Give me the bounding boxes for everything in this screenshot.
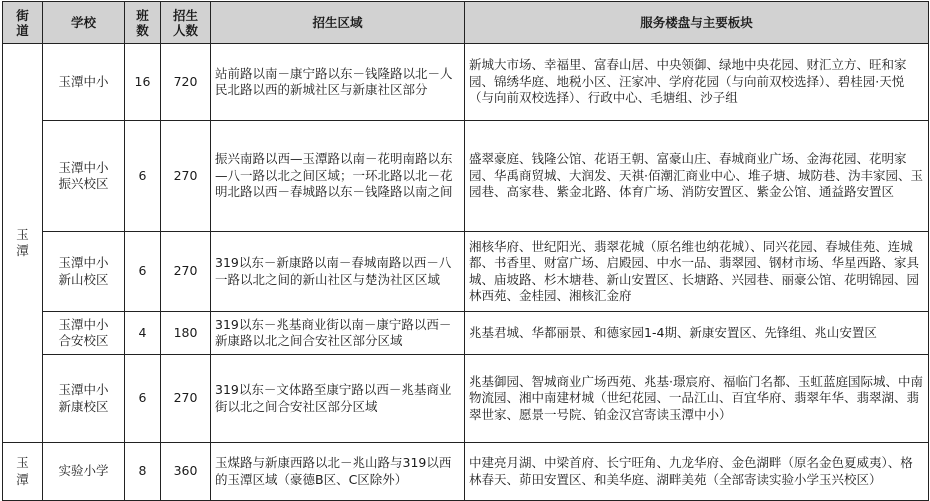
enroll-cell: 180 bbox=[161, 312, 211, 355]
zone-cell: 振兴南路以西—玉潭路以南－花明南路以东—八一路以北之间区域；一环北路以北－花明北路以西－春城路以东－钱隆路以南之间 bbox=[211, 121, 465, 232]
enroll-cell: 270 bbox=[161, 232, 211, 312]
enroll-cell: 270 bbox=[161, 121, 211, 232]
service-cell: 中建亮月湖、中梁首府、长宁旺角、九龙华府、金色湖畔（原名金色夏威夷）、格林春天、茆田安置区、和美华庭、湖畔美苑（全部寄读实验小学玉兴校区） bbox=[465, 443, 929, 501]
header-row bbox=[3, 2, 929, 44]
service-cell: 新城大市场、幸福里、富春山居、中央领御、绿地中央花园、财汇立方、旺和家园、锦绣华庭、地税小区、汪家冲、学府花园（与向前双校选择）、碧桂园·天悦（与向前双校选择）、行政中心、毛塘组、沙子组 bbox=[465, 44, 929, 121]
school-cell: 玉潭中小 bbox=[43, 44, 125, 121]
school-cell: 玉潭中小 合安校区 bbox=[43, 312, 125, 355]
classes-cell: 4 bbox=[125, 312, 161, 355]
classes-cell: 6 bbox=[125, 355, 161, 443]
table-row bbox=[3, 312, 929, 355]
street-cell-yutan: 玉 潭 bbox=[3, 44, 43, 443]
classes-cell: 8 bbox=[125, 443, 161, 501]
zone-cell: 319以东－新康路以南－春城南路以西－八一路以北之间的新山社区与楚沩社区区域 bbox=[211, 232, 465, 312]
header-service: 服务楼盘与主要板块 bbox=[465, 2, 929, 44]
table-row bbox=[3, 232, 929, 312]
classes-cell: 6 bbox=[125, 121, 161, 232]
school-cell: 实验小学 bbox=[43, 443, 125, 501]
street-cell-yutan-2: 玉 潭 bbox=[3, 443, 43, 501]
service-cell: 湘核华府、世纪阳光、翡翠花城（原名维也纳花城）、同兴花园、春城佳苑、连城都、书香里、财富广场、启殿园、中水一品、翡翠园、钢材市场、华星西路、家具城、庙坡路、杉木塘巷、新山安置区、长塘路、兴园巷、丽豪公馆、花明锦园、园林西苑、金桂园、湘核汇金府 bbox=[465, 232, 929, 312]
header-zone: 招生区域 bbox=[211, 2, 465, 44]
table-row bbox=[3, 443, 929, 501]
school-cell: 玉潭中小 振兴校区 bbox=[43, 121, 125, 232]
classes-cell: 16 bbox=[125, 44, 161, 121]
zone-cell: 319以东－文体路至康宁路以西－兆基商业街以北之间合安社区部分区域 bbox=[211, 355, 465, 443]
zone-cell: 站前路以南－康宁路以东－钱隆路以北－人民北路以西的新城社区与新康社区部分 bbox=[211, 44, 465, 121]
enroll-cell: 360 bbox=[161, 443, 211, 501]
table-row bbox=[3, 44, 929, 121]
zone-cell: 玉煤路与新康西路以北－兆山路与319以西的玉潭区域（豪德B区、C区除外） bbox=[211, 443, 465, 501]
classes-cell: 6 bbox=[125, 232, 161, 312]
service-cell: 兆基君城、华都丽景、和德家园1-4期、新康安置区、先锋组、兆山安置区 bbox=[465, 312, 929, 355]
school-cell: 玉潭中小 新山校区 bbox=[43, 232, 125, 312]
enroll-cell: 720 bbox=[161, 44, 211, 121]
service-cell: 盛翠豪庭、钱隆公馆、花语王朝、富豪山庄、春城商业广场、金海花园、花明家园、华禹商贸城、大润发、天祺·佰潮汇商业中心、堆子塘、城防巷、沩丰家园、玉园巷、高家巷、紫金北路、体育广场、消防安置区、紫金公馆、通益路安置区 bbox=[465, 121, 929, 232]
table-row bbox=[3, 121, 929, 232]
service-cell: 兆基御园、智城商业广场西苑、兆基·璟宸府、福临门名都、玉虹蓝庭国际城、中南物流园、湘中南建材城（世纪花园、一品江山、百宜华府、翡翠年华、翡翠湖、翡翠世家、愿景一号院、铂金汉宫寄读玉潭中小） bbox=[465, 355, 929, 443]
header-school: 学校 bbox=[43, 2, 125, 44]
header-classes: 班 数 bbox=[125, 2, 161, 44]
header-street: 街 道 bbox=[3, 2, 43, 44]
enrollment-table bbox=[2, 1, 929, 501]
zone-cell: 319以东－兆基商业街以南－康宁路以西－新康路以北之间合安社区部分区域 bbox=[211, 312, 465, 355]
school-cell: 玉潭中小 新康校区 bbox=[43, 355, 125, 443]
enroll-cell: 270 bbox=[161, 355, 211, 443]
header-enroll: 招生 人数 bbox=[161, 2, 211, 44]
table-row bbox=[3, 355, 929, 443]
